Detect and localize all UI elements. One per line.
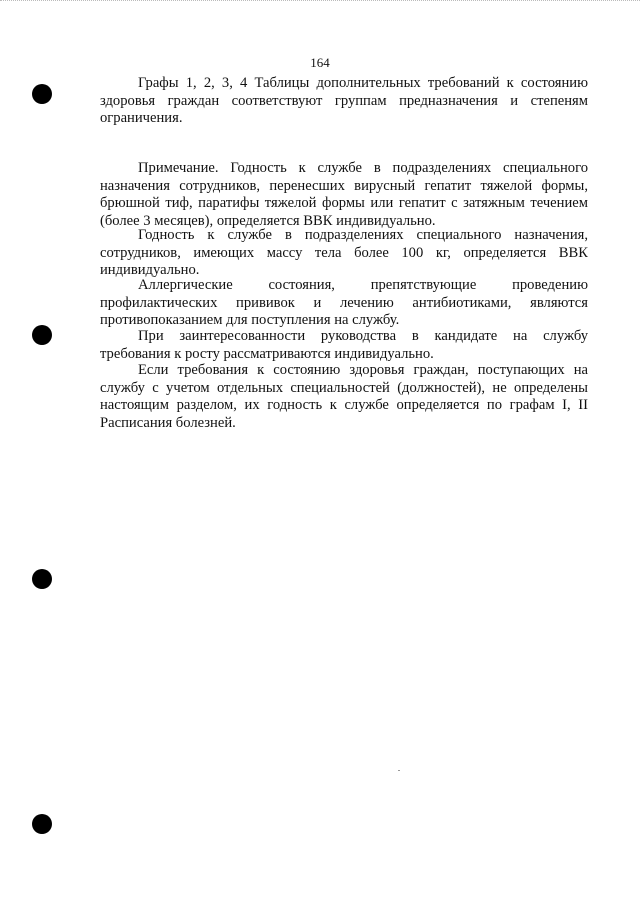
paragraph-body-mass: Годность к службе в подразделениях специального назначения, сотрудников, имеющих массу тела более 100 кг, определяется ВВК индивидуально. bbox=[100, 227, 588, 279]
paragraph-graphs: Графы 1, 2, 3, 4 Таблицы дополнительных требований к состоянию здоровья граждан соответствуют группам предназначения и степеням ограничения. bbox=[100, 75, 588, 127]
paragraph-allergic: Аллергические состояния, препятствующие проведению профилактических прививок и лечению антибиотиками, являются противопоказанием для поступления на службу. bbox=[100, 277, 588, 329]
page-number: 164 bbox=[310, 55, 330, 70]
scan-speck bbox=[398, 770, 400, 771]
paragraph-specialties: Если требования к состоянию здоровья граждан, поступающих на службу с учетом отдельных специальностей (должностей), не определены настоящим разделом, их годность к службе определяется по графам I, II Расписания болезней. bbox=[100, 362, 588, 431]
punch-hole bbox=[32, 814, 52, 834]
paragraph-height: При заинтересованности руководства в кандидате на службу требования к росту рассматриваются индивидуально. bbox=[100, 328, 588, 362]
punch-hole bbox=[32, 325, 52, 345]
page-top-edge bbox=[0, 0, 640, 1]
punch-hole bbox=[32, 84, 52, 104]
paragraph-note: Примечание. Годность к службе в подразделениях специального назначения сотрудников, перенесших вирусный гепатит тяжелой формы, брюшной тиф, паратифы тяжелой формы или гепатит с затяжным течением (более 3 месяцев), определяется ВВК индивидуально. bbox=[100, 160, 588, 229]
punch-hole bbox=[32, 569, 52, 589]
